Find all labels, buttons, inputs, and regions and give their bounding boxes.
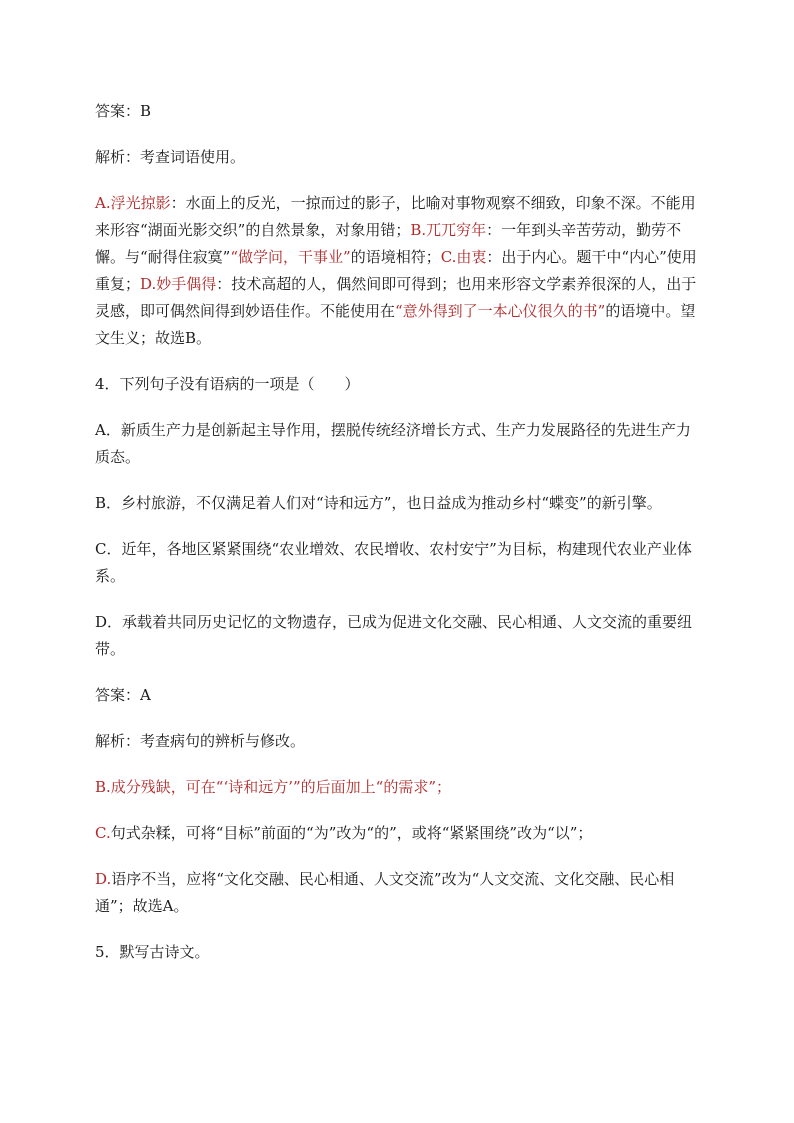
- exp1-seg: “意外得到了一本心仪很久的书”: [395, 302, 606, 320]
- exp1-seg: B.兀兀穷年: [410, 221, 487, 239]
- exp2-seg: B.: [95, 778, 111, 796]
- exp1-seg: ：出于内心。题干中“内心”使用重复；: [95, 248, 697, 293]
- explanation-2-c: [95, 820, 705, 847]
- exp1-seg: 的语境中。望文生义；故选B。: [95, 302, 696, 347]
- question-4-option-d: D．承载着共同历史记忆的文物遗存，已成为促进文化交融、民心相通、人文交流的重要纽带。: [95, 613, 693, 658]
- explanation-2-b: [95, 774, 705, 801]
- question-5: 5．默写古诗文。: [95, 943, 210, 961]
- question-4-option-b: B．乡村旅游，不仅满足着人们对“诗和远方”，也日益成为推动乡村“蝶变”的新引擎。: [95, 494, 662, 512]
- analysis-1: 解析：考查词语使用。: [95, 148, 246, 166]
- exp1-seg: ：技术高超的人，偶然间即可得到；也用来形容文学素养很深的人，出于灵感，即可偶然间得到妙语佳作。不能使用在: [95, 275, 697, 320]
- content: [95, 98, 705, 985]
- exp2-seg: 语序不当，应将“文化交融、民心相通、人文交流”改为“人文交流、文化交融、民心相通”；故选A。: [95, 870, 675, 915]
- explanation-1: [95, 190, 705, 352]
- analysis-2: 解析：考查病句的辨析与修改。: [95, 732, 306, 750]
- answer-label: 答案：: [95, 102, 141, 120]
- explanation-2-d: [95, 866, 705, 920]
- exp1-seg: 浮光掠影: [110, 194, 171, 212]
- exp1-seg: “做学问，干事业”: [230, 248, 351, 266]
- question-4-option-c: C．近年，各地区紧紧围绕“农业增效、农民增收、农村安宁”为目标，构建现代农业产业体系。: [95, 540, 692, 585]
- exp1-seg: C.由衷: [440, 248, 487, 266]
- answer-label: 答案：: [95, 686, 141, 704]
- exp1-seg: A.: [95, 194, 111, 212]
- exp1-seg: ：一年到头辛苦劳动，勤劳不懈。与“耐得住寂寞”: [95, 221, 682, 266]
- exp1-seg: 的语境相符；: [350, 248, 441, 266]
- answer-value: A: [140, 686, 151, 704]
- exp2-seg: 句式杂糅，可将“目标”前面的“为”改为“的”，或将“紧紧围绕”改为“以”；: [110, 824, 593, 842]
- exp1-seg: D.妙手偶得: [140, 275, 217, 293]
- exp2-seg: 成分残缺，可在“‘诗和远方’”的后面加上“的需求”；: [110, 778, 452, 796]
- exp1-seg: ：水面上的反光，一掠而过的影子，比喻对事物观察不细致，印象不深。不能用来形容“湖面光影交织”的自然景象，对象用错；: [95, 194, 696, 239]
- exp2-seg: C.: [95, 824, 111, 842]
- answer-value: B: [140, 102, 152, 120]
- question-4-stem: 4．下列句子没有语病的一项是（ ）: [95, 375, 360, 393]
- answer-2: [95, 682, 705, 709]
- question-4-option-a: A．新质生产力是创新起主导作用，摆脱传统经济增长方式、生产力发展路径的先进生产力质态。: [95, 421, 691, 466]
- exp2-seg: D.: [95, 870, 112, 888]
- answer-1: [95, 98, 705, 125]
